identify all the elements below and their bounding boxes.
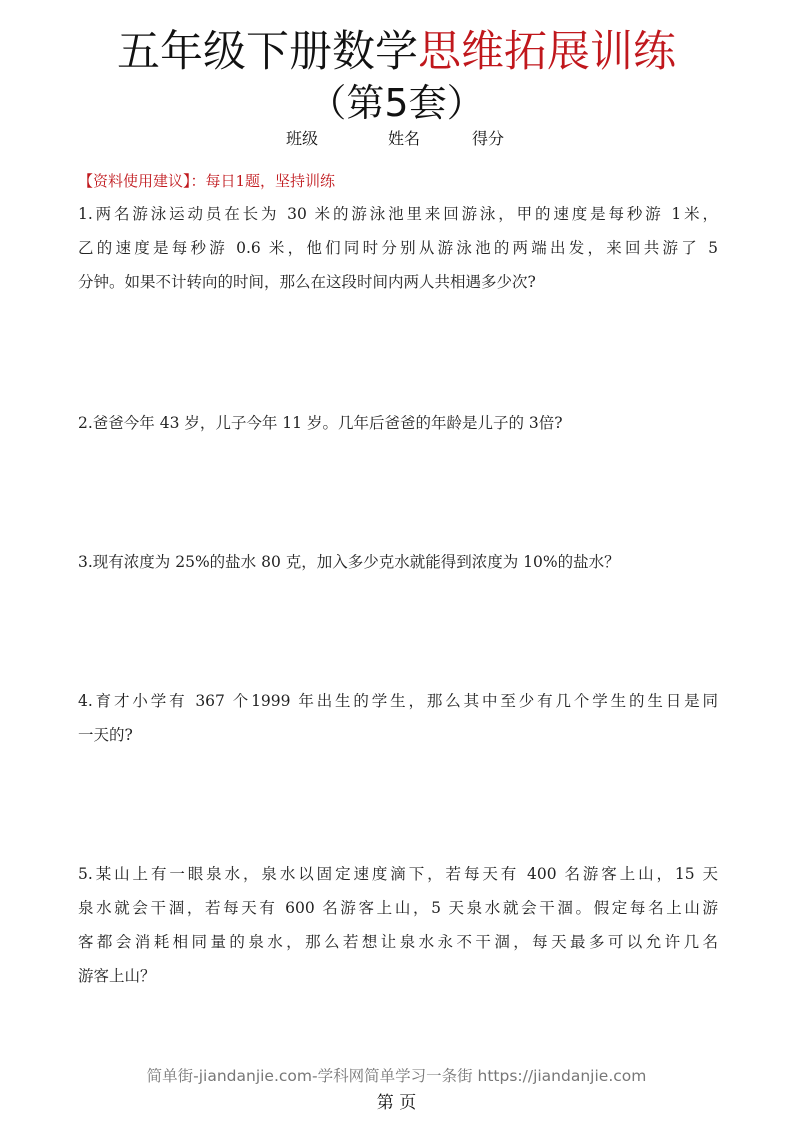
question-5-line: 5.某山上有一眼泉水，泉水以固定速度滴下，若每天有 400 名游客上山，15 天 xyxy=(78,865,718,883)
question-1-line: 分钟。如果不计转向的时间，那么在这段时间内两人共相遇多少次? xyxy=(78,273,536,291)
title-red: 思维拓展训练 xyxy=(418,27,676,77)
question-4-line: 一天的? xyxy=(78,726,133,744)
page-number-label: 第 页 xyxy=(376,1093,417,1113)
question-4-line: 4.育才小学有 367 个1999 年出生的学生，那么其中至少有几个学生的生日是同 xyxy=(78,692,718,710)
usage-advice: 【资料使用建议】：每日1题，坚持训练 xyxy=(78,172,336,190)
question-1-line: 乙的速度是每秒游 0.6 米，他们同时分别从游泳池的两端出发，来回共游了 5 xyxy=(78,239,718,257)
question-3-line: 3.现有浓度为 25%的盐水 80 克，加入多少克水就能得到浓度为 10%的盐水？ xyxy=(78,553,620,571)
class-field-label: 班级 xyxy=(286,129,319,148)
question-5-line: 泉水就会干涸，若每天有 600 名游客上山，5 天泉水就会干涸。假定每名上山游 xyxy=(78,899,718,917)
question-5-line: 游客上山？ xyxy=(78,967,156,985)
score-field-label: 得分 xyxy=(472,129,505,148)
question-1-line: 1.两名游泳运动员在长为 30 米的游泳池里来回游泳，甲的速度是每秒游 1米， xyxy=(78,205,718,223)
name-field-label: 姓名 xyxy=(388,129,421,148)
page-title xyxy=(0,26,793,78)
question-5-line: 客都会消耗相同量的泉水，那么若想让泉水永不干涸，每天最多可以允许几名 xyxy=(78,933,718,951)
footer-watermark: 简单街-jiandanjie.com-学科网简单学习一条街 https://jiandanjie.com xyxy=(146,1067,647,1085)
question-2-line: 2.爸爸今年 43 岁，儿子今年 11 岁。几年后爸爸的年龄是儿子的 3倍? xyxy=(78,414,563,432)
title-black: 五年级下册数学 xyxy=(117,27,418,77)
page-subtitle: （第5套） xyxy=(308,81,485,125)
